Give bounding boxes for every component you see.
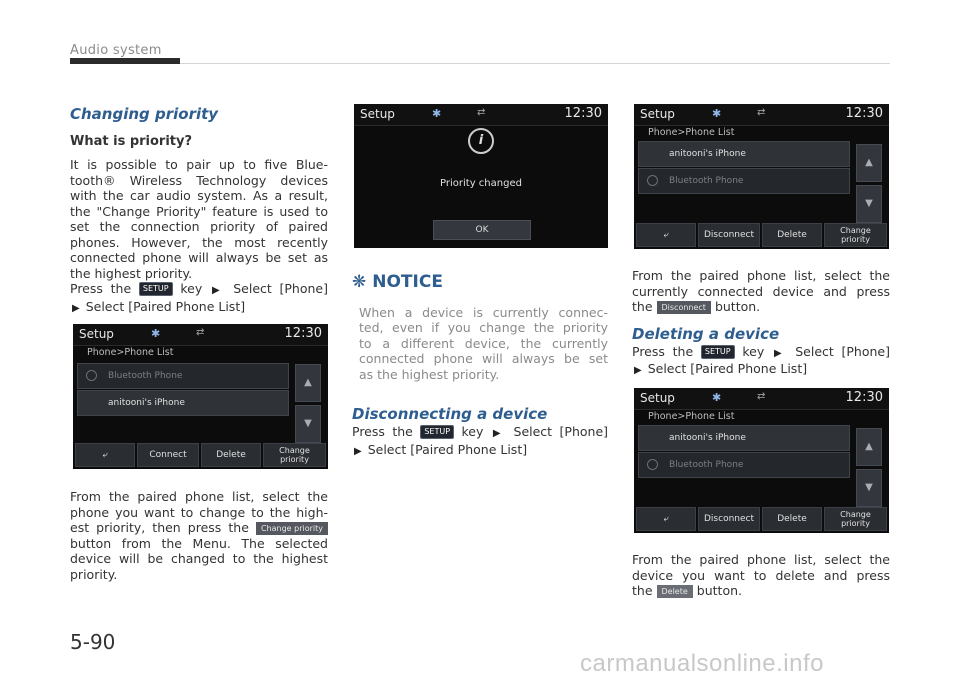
header-rule <box>180 63 890 64</box>
list-item[interactable]: Bluetooth Phone <box>638 452 850 478</box>
scroll-up-button[interactable]: ▲ <box>856 428 882 466</box>
usb-icon: ⇄ <box>196 327 205 338</box>
section-title-changing-priority: Changing priority <box>70 105 219 123</box>
usb-icon: ⇄ <box>757 391 766 402</box>
info-icon: i <box>468 128 494 154</box>
breadcrumb: Phone>Phone List <box>87 347 174 358</box>
connect-button[interactable]: Connect <box>137 443 199 467</box>
change-priority-button[interactable]: Change priority <box>824 507 887 531</box>
para-line: From the paired phone list, select the <box>70 489 328 504</box>
para-line: tooth® Wireless Technology devices <box>70 172 328 188</box>
para-line: the Disconnect button. <box>632 299 761 314</box>
instruction-line: Press the SETUP key ▶ Select [Phone] <box>632 343 890 359</box>
delete-inline-button: Delete <box>657 585 693 598</box>
column-1 <box>70 104 328 316</box>
clock: 12:30 <box>284 326 322 341</box>
clock: 12:30 <box>845 390 883 405</box>
notice-line: connected phone will always be set <box>359 351 608 366</box>
para-line: It is possible to pair up to five Blue- <box>70 157 328 172</box>
list-item[interactable]: Bluetooth Phone <box>638 168 850 194</box>
radio-icon <box>647 175 658 186</box>
instruction-line: Press the SETUP key ▶ Select [Phone] <box>70 281 328 296</box>
para-line: button from the Menu. The selected <box>70 535 328 551</box>
arrow-right-icon: ▶ <box>492 428 505 439</box>
watermark: carmanualsonline.info <box>580 650 824 677</box>
notice-line: to a different device, the currently <box>359 335 608 351</box>
scroll-down-button[interactable]: ▼ <box>856 469 882 507</box>
para-line: device you want to delete and press <box>632 567 890 583</box>
radio-icon <box>86 370 97 381</box>
clock: 12:30 <box>564 106 602 121</box>
arrow-right-icon: ▶ <box>774 347 786 359</box>
breadcrumb: Phone>Phone List <box>648 127 735 138</box>
delete-button[interactable]: Delete <box>762 223 822 247</box>
back-button[interactable]: ⤶ <box>636 223 696 247</box>
list-item[interactable]: anitooni's iPhone <box>638 141 850 167</box>
bluetooth-icon: ✱ <box>151 327 161 340</box>
scroll-up-button[interactable]: ▲ <box>295 364 321 402</box>
header-bar <box>70 58 180 64</box>
dialog-message: Priority changed <box>440 178 522 189</box>
arrow-right-icon: ▶ <box>354 445 362 457</box>
para-line: connected phone will always be set as <box>70 250 328 265</box>
change-priority-button[interactable]: Change priority <box>824 223 887 247</box>
change-priority-button[interactable]: Change priority <box>263 443 326 467</box>
arrow-right-icon: ▶ <box>72 302 80 314</box>
list-item[interactable]: anitooni's iPhone <box>77 390 289 416</box>
instruction-line: ▶ Select [Paired Phone List] <box>72 298 246 314</box>
notice-line: When a device is currently connec- <box>359 304 608 320</box>
notice-heading: ❋ NOTICE <box>352 272 443 292</box>
para-line: From the paired phone list, select the <box>632 552 890 567</box>
bluetooth-icon: ✱ <box>712 391 722 404</box>
delete-button[interactable]: Delete <box>201 443 261 467</box>
breadcrumb: Phone>Phone List <box>648 411 735 422</box>
section-header: Audio system <box>70 43 162 58</box>
disconnect-button[interactable]: Disconnect <box>698 507 760 531</box>
section-title-deleting: Deleting a device <box>632 324 780 343</box>
screen-priority-changed <box>354 104 608 248</box>
setup-key-badge: SETUP <box>139 282 173 296</box>
para-line: the Delete button. <box>632 583 742 598</box>
para-line: device will be changed to the highest <box>70 551 328 566</box>
section-title-disconnecting: Disconnecting a device <box>352 405 548 423</box>
instruction-line: Press the SETUP key ▶ Select [Phone] <box>352 424 609 439</box>
subtitle-what-is-priority: What is priority? <box>70 134 193 149</box>
instruction-line: ▶ Select [Paired Phone List] <box>634 361 808 376</box>
scroll-up-button[interactable]: ▲ <box>856 144 882 182</box>
notice-line: as the highest priority. <box>359 366 500 382</box>
para-line: currently connected device and press <box>632 283 890 299</box>
scroll-down-button[interactable]: ▼ <box>295 405 321 443</box>
list-item[interactable]: Bluetooth Phone <box>77 363 289 389</box>
para-line: phones. However, the most recently <box>70 234 328 250</box>
back-button[interactable]: ⤶ <box>636 507 696 531</box>
column-3 <box>632 268 890 379</box>
usb-icon: ⇄ <box>757 107 766 118</box>
screen-phone-list-priority <box>73 324 328 469</box>
arrow-right-icon: ▶ <box>634 365 642 376</box>
notice-star-icon: ❋ <box>352 272 367 292</box>
delete-button[interactable]: Delete <box>762 507 822 531</box>
screen-title-bar: Setup ✱ ⇄ 12:30 <box>634 104 889 126</box>
page-number: 5-90 <box>70 630 116 654</box>
setup-key-badge: SETUP <box>420 425 454 439</box>
screen-phone-list-disconnect <box>634 104 889 249</box>
disconnect-inline-button: Disconnect <box>657 301 711 314</box>
para-line: the highest priority. <box>70 265 193 281</box>
list-item[interactable]: anitooni's iPhone <box>638 425 850 451</box>
column-2 <box>352 272 609 459</box>
usb-icon: ⇄ <box>477 107 486 118</box>
clock: 12:30 <box>845 106 883 121</box>
screen-title-bar: Setup ✱ ⇄ 12:30 <box>73 324 328 346</box>
notice-body <box>352 305 608 383</box>
notice-line: ted, even if you change the priority <box>359 320 608 335</box>
back-button[interactable]: ⤶ <box>75 443 135 467</box>
change-priority-inline-button: Change priority <box>256 522 328 535</box>
scroll-down-button[interactable]: ▼ <box>856 185 882 223</box>
para-line: From the paired phone list, select the <box>632 268 890 283</box>
screen-title-bar: Setup ✱ ⇄ 12:30 <box>354 104 608 126</box>
bluetooth-icon: ✱ <box>712 107 722 120</box>
ok-button[interactable]: OK <box>433 220 531 240</box>
para-line: priority. <box>70 566 118 582</box>
setup-key-badge: SETUP <box>701 345 735 359</box>
bluetooth-icon: ✱ <box>432 107 442 120</box>
para-line: the "Change Priority" feature is used to <box>70 203 328 219</box>
para-line: set the connection priority of paired <box>70 219 328 234</box>
column-1-lower <box>70 489 328 582</box>
para-line: with the car audio system. As a result, <box>70 188 328 203</box>
radio-icon <box>647 459 658 470</box>
column-3-lower <box>632 552 890 599</box>
disconnect-button[interactable]: Disconnect <box>698 223 760 247</box>
para-line: phone you want to change to the high- <box>70 504 328 520</box>
arrow-right-icon: ▶ <box>212 285 224 296</box>
para-line: est priority, then press the Change priority <box>70 520 328 536</box>
instruction-line: ▶ Select [Paired Phone List] <box>354 441 528 457</box>
screen-phone-list-delete <box>634 388 889 533</box>
screen-title-bar: Setup ✱ ⇄ 12:30 <box>634 388 889 410</box>
